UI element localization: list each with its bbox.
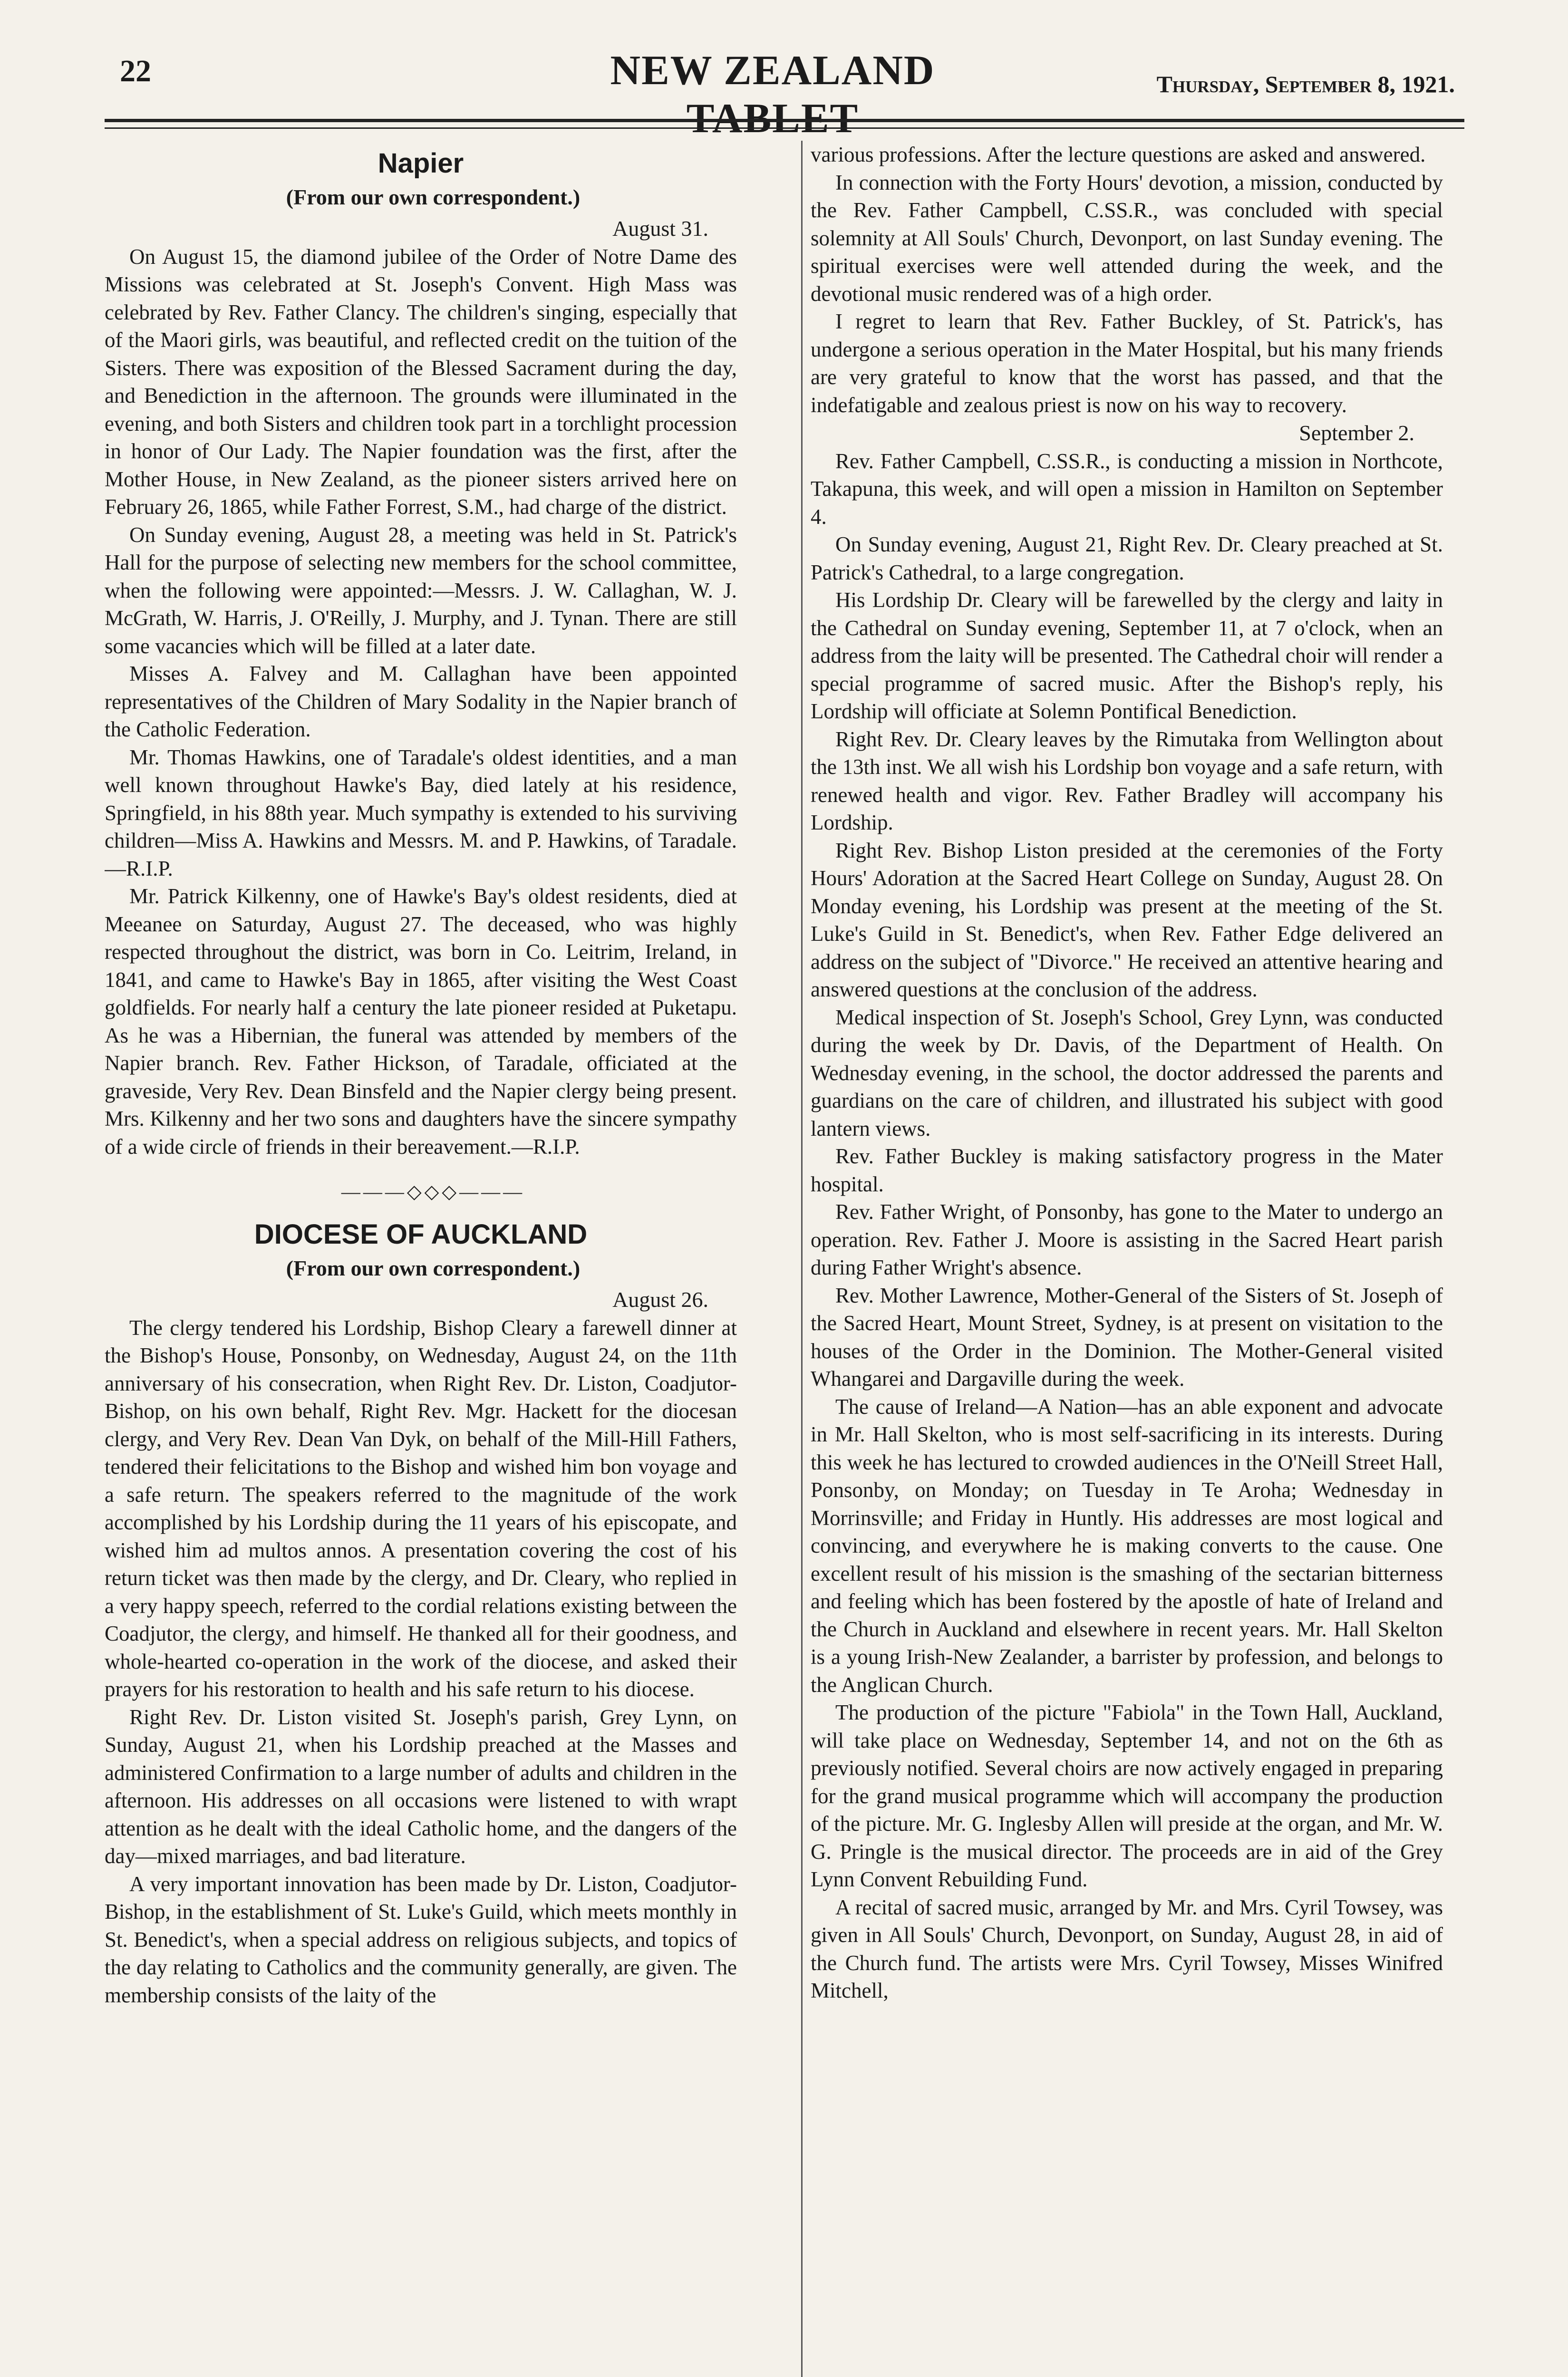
article-paragraph: The clergy tendered his Lordship, Bishop Cleary a farewell dinner at the Bishop's House, Ponsonby, on Wednesday, August 24, on the 11th anniversary of his consecration, when Right Rev. Dr. Liston, Coadjutor-Bishop, on his own behalf, Right Rev. Mgr. Hackett for the diocesan clergy, and Very Rev. Dean Van Dyk, on behalf of the Mill-Hill Fathers, tendered their felicitations to the Bishop and wished him bon voyage and a safe return. The speakers referred to the magnitude of the work accomplished by his Lordship during the 11 years of his episcopate, and wished him ad multos annos. A presentation covering the cost of his return ticket was then made by the clergy, and Dr. Cleary, who replied in a very happy speech, referred to the cordial relations existing between the Coadjutor, the clergy, and himself. He thanked all for their goodness, and whole-hearted co-operation in the work of the diocese, and asked their prayers for his restoration to health and his safe return to his diocese. [105,1315,737,1701]
header-rule [105,119,1464,122]
article-paragraph: The cause of Ireland—A Nation—has an able exponent and advocate in Mr. Hall Skelton, who is most self-sacrificing in its interests. During this week he has lectured to crowded audiences in the O'Neill Street Hall, Ponsonby, on Monday; on Tuesday in Te Aroha; Wednesday in Morrinsville; and Friday in Huntly. His addresses are most logical and convincing, and everywhere he is making converts to the cause. One excellent result of his mission is the smashing of the sectarian bitterness and feeling which has been fostered by the apostle of hate of Ireland and the Church in Auckland and elsewhere in recent years. Mr. Hall Skelton is a young Irish-New Zealander, a barrister by profession, and belongs to the Anglican Church. [811,1394,1443,1697]
article-paragraph: Rev. Father Campbell, C.SS.R., is conducting a mission in Northcote, Takapuna, this week, and will open a mission in Hamilton on September 4. [811,449,1443,529]
article-paragraph: Right Rev. Dr. Liston visited St. Joseph's parish, Grey Lynn, on Sunday, August 21, when his Lordship preached at the Masses and administered Confirmation to a large number of adults and children in the afternoon. His addresses on all occasions were listened to with wrapt attention as he dealt with the ideal Catholic home, and the dangers of the day—mixed marriages, and bad literature. [105,1705,737,1868]
article-paragraph: A very important innovation has been made by Dr. Liston, Coadjutor-Bishop, in the establishment of St. Luke's Guild, which meets monthly in St. Benedict's, when a special address on religious subjects, and topics of the day relating to Catholics and the community generally, are given. The membership consists of the laity of the [105,1872,737,2007]
section-subheading: (From our own correspondent.) [286,185,581,209]
page-number: 22 [120,54,151,88]
article-paragraph: Rev. Father Buckley is making satisfactory progress in the Mater hospital. [811,1144,1443,1196]
header-rule-thin [105,127,1464,129]
article-paragraph: On Sunday evening, August 21, Right Rev. Dr. Cleary preached at St. Patrick's Cathedral, to a large congregation. [811,532,1443,584]
left-column [105,141,737,2377]
section-subheading: (From our own correspondent.) [286,1256,581,1281]
article-paragraph: various professions. After the lecture questions are asked and answered. [811,143,1426,166]
article-paragraph: I regret to learn that Rev. Father Buckley, of St. Patrick's, has undergone a serious operation in the Mater Hospital, but his many friends are very grateful to know that the worst has passed, and that the indefatigable and zealous priest is now on his way to recovery. [811,309,1443,417]
article-paragraph: Rev. Mother Lawrence, Mother-General of the Sisters of St. Joseph of the Sacred Heart, Mount Street, Sydney, is at present on visitation to the houses of the Order in the Dominion. The Mother-General visited Whangarei and Dargaville during the week. [811,1283,1443,1391]
column-divider [801,141,803,2377]
newspaper-title: NEW ZEALAND TABLET [610,48,935,142]
section-heading-auckland: DIOCESE OF AUCKLAND [254,1219,588,1250]
right-column [811,141,1443,2377]
section-date: August 26. [612,1287,708,1312]
article-paragraph: In connection with the Forty Hours' devotion, a mission, conducted by the Rev. Father Campbell, C.SS.R., was concluded with special solemnity at All Souls' Church, Devonport, on last Sunday evening. The spiritual exercises were well attended during the week, and the devotional music rendered was of a high order. [811,170,1443,306]
article-paragraph: A recital of sacred music, arranged by Mr. and Mrs. Cyril Towsey, was given in All Souls' Church, Devonport, on Sunday, August 28, in aid of the Church fund. The artists were Mrs. Cyril Towsey, Misses Winifred Mitchell, [811,1895,1443,2003]
article-paragraph: On Sunday evening, August 28, a meeting was held in St. Patrick's Hall for the purpose of selecting new members for the school committee, when the following were appointed:—Messrs. J. W. Callaghan, W. J. McGrath, W. Harris, J. O'Reilly, J. Murphy, and J. Tynan. There are still some vacancies which will be filled at a later date. [105,522,737,658]
section-date: September 2. [1299,421,1414,445]
issue-date: Thursday, September 8, 1921. [1156,71,1455,97]
article-paragraph: Right Rev. Dr. Cleary leaves by the Rimutaka from Wellington about the 13th inst. We all wish his Lordship bon voyage and a safe return, with renewed health and vigor. Rev. Father Bradley will accompany his Lordship. [811,727,1443,835]
section-date: August 31. [612,216,708,241]
article-paragraph: Misses A. Falvey and M. Callaghan have been appointed representatives of the Children of Mary Sodality in the Napier branch of the Catholic Federation. [105,662,737,742]
article-paragraph: Medical inspection of St. Joseph's School, Grey Lynn, was conducted during the week by Dr. Davis, of the Department of Health. On Wednesday evening, in the school, the doctor addressed the parents and guardians on the care of children, and illustrated his subject with good lantern views. [811,1005,1443,1140]
article-paragraph: The production of the picture "Fabiola" in the Town Hall, Auckland, will take place on Wednesday, September 14, and not on the 6th as previously notified. Several choirs are now actively engaged in preparing for the grand musical programme which will accompany the production of the picture. Mr. G. Inglesby Allen will preside at the organ, and Mr. W. G. Pringle is the musical director. The proceeds are in aid of the Grey Lynn Convent Rebuilding Fund. [811,1701,1443,1892]
article-paragraph: Rev. Father Wright, of Ponsonby, has gone to the Mater to undergo an operation. Rev. Father J. Moore is assisting in the Sacred Heart parish during Father Wright's absence. [811,1200,1443,1280]
article-paragraph: Mr. Patrick Kilkenny, one of Hawke's Bay's oldest residents, died at Meeanee on Saturday, August 27. The deceased, who was highly respected throughout the district, was born in Co. Leitrim, Ireland, in 1841, and came to Hawke's Bay in 1865, after visiting the West Coast goldfields. For nearly half a century the late pioneer resided at Puketapu. As he was a Hibernian, the funeral was attended by members of the Napier branch. Rev. Father Hickson, of Taradale, officiated at the graveside, Very Rev. Dean Binsfeld and the Napier clergy being present. Mrs. Kilkenny and her two sons and daughters have the sincere sympathy of a wide circle of friends in their bereavement.—R.I.P. [105,884,737,1159]
section-heading-napier: Napier [377,148,464,179]
article-paragraph: Mr. Thomas Hawkins, one of Taradale's oldest identities, and a man well known throughout Hawke's Bay, died lately at his residence, Springfield, in his 88th year. Much sympathy is extended to his surviving children—Miss A. Hawkins and Messrs. M. and P. Hawkins, of Taradale.—R.I.P. [105,745,737,880]
section-ornament: ———◇◇◇——— [341,1181,525,1203]
article-paragraph: His Lordship Dr. Cleary will be farewelled by the clergy and laity in the Cathedral on Sunday evening, September 11, at 7 o'clock, when an address from the laity will be presented. The Cathedral choir will render a special programme of sacred music. After the Bishop's reply, his Lordship will officiate at Solemn Pontifical Benediction. [811,588,1443,724]
article-paragraph: On August 15, the diamond jubilee of the Order of Notre Dame des Missions was celebrated at St. Joseph's Convent. High Mass was celebrated by Rev. Father Clancy. The children's singing, especially that of the Maori girls, was beautiful, and reflected credit on the tuition of the Sisters. There was exposition of the Blessed Sacrament during the day, and Benediction in the afternoon. The grounds were illuminated in the evening, and both Sisters and children took part in a torchlight procession in honor of Our Lady. The Napier foundation was the first, after the Mother House, in New Zealand, as the pioneer sisters arrived here on February 26, 1865, while Father Forrest, S.M., had charge of the district. [105,244,737,519]
article-paragraph: Right Rev. Bishop Liston presided at the ceremonies of the Forty Hours' Adoration at the Sacred Heart College on Sunday, August 28. On Monday evening, his Lordship was present at the meeting of the St. Luke's Guild in St. Benedict's, when Rev. Father Edge delivered an address on the subject of "Divorce." He received an attentive hearing and answered questions at the conclusion of the address. [811,838,1443,1002]
